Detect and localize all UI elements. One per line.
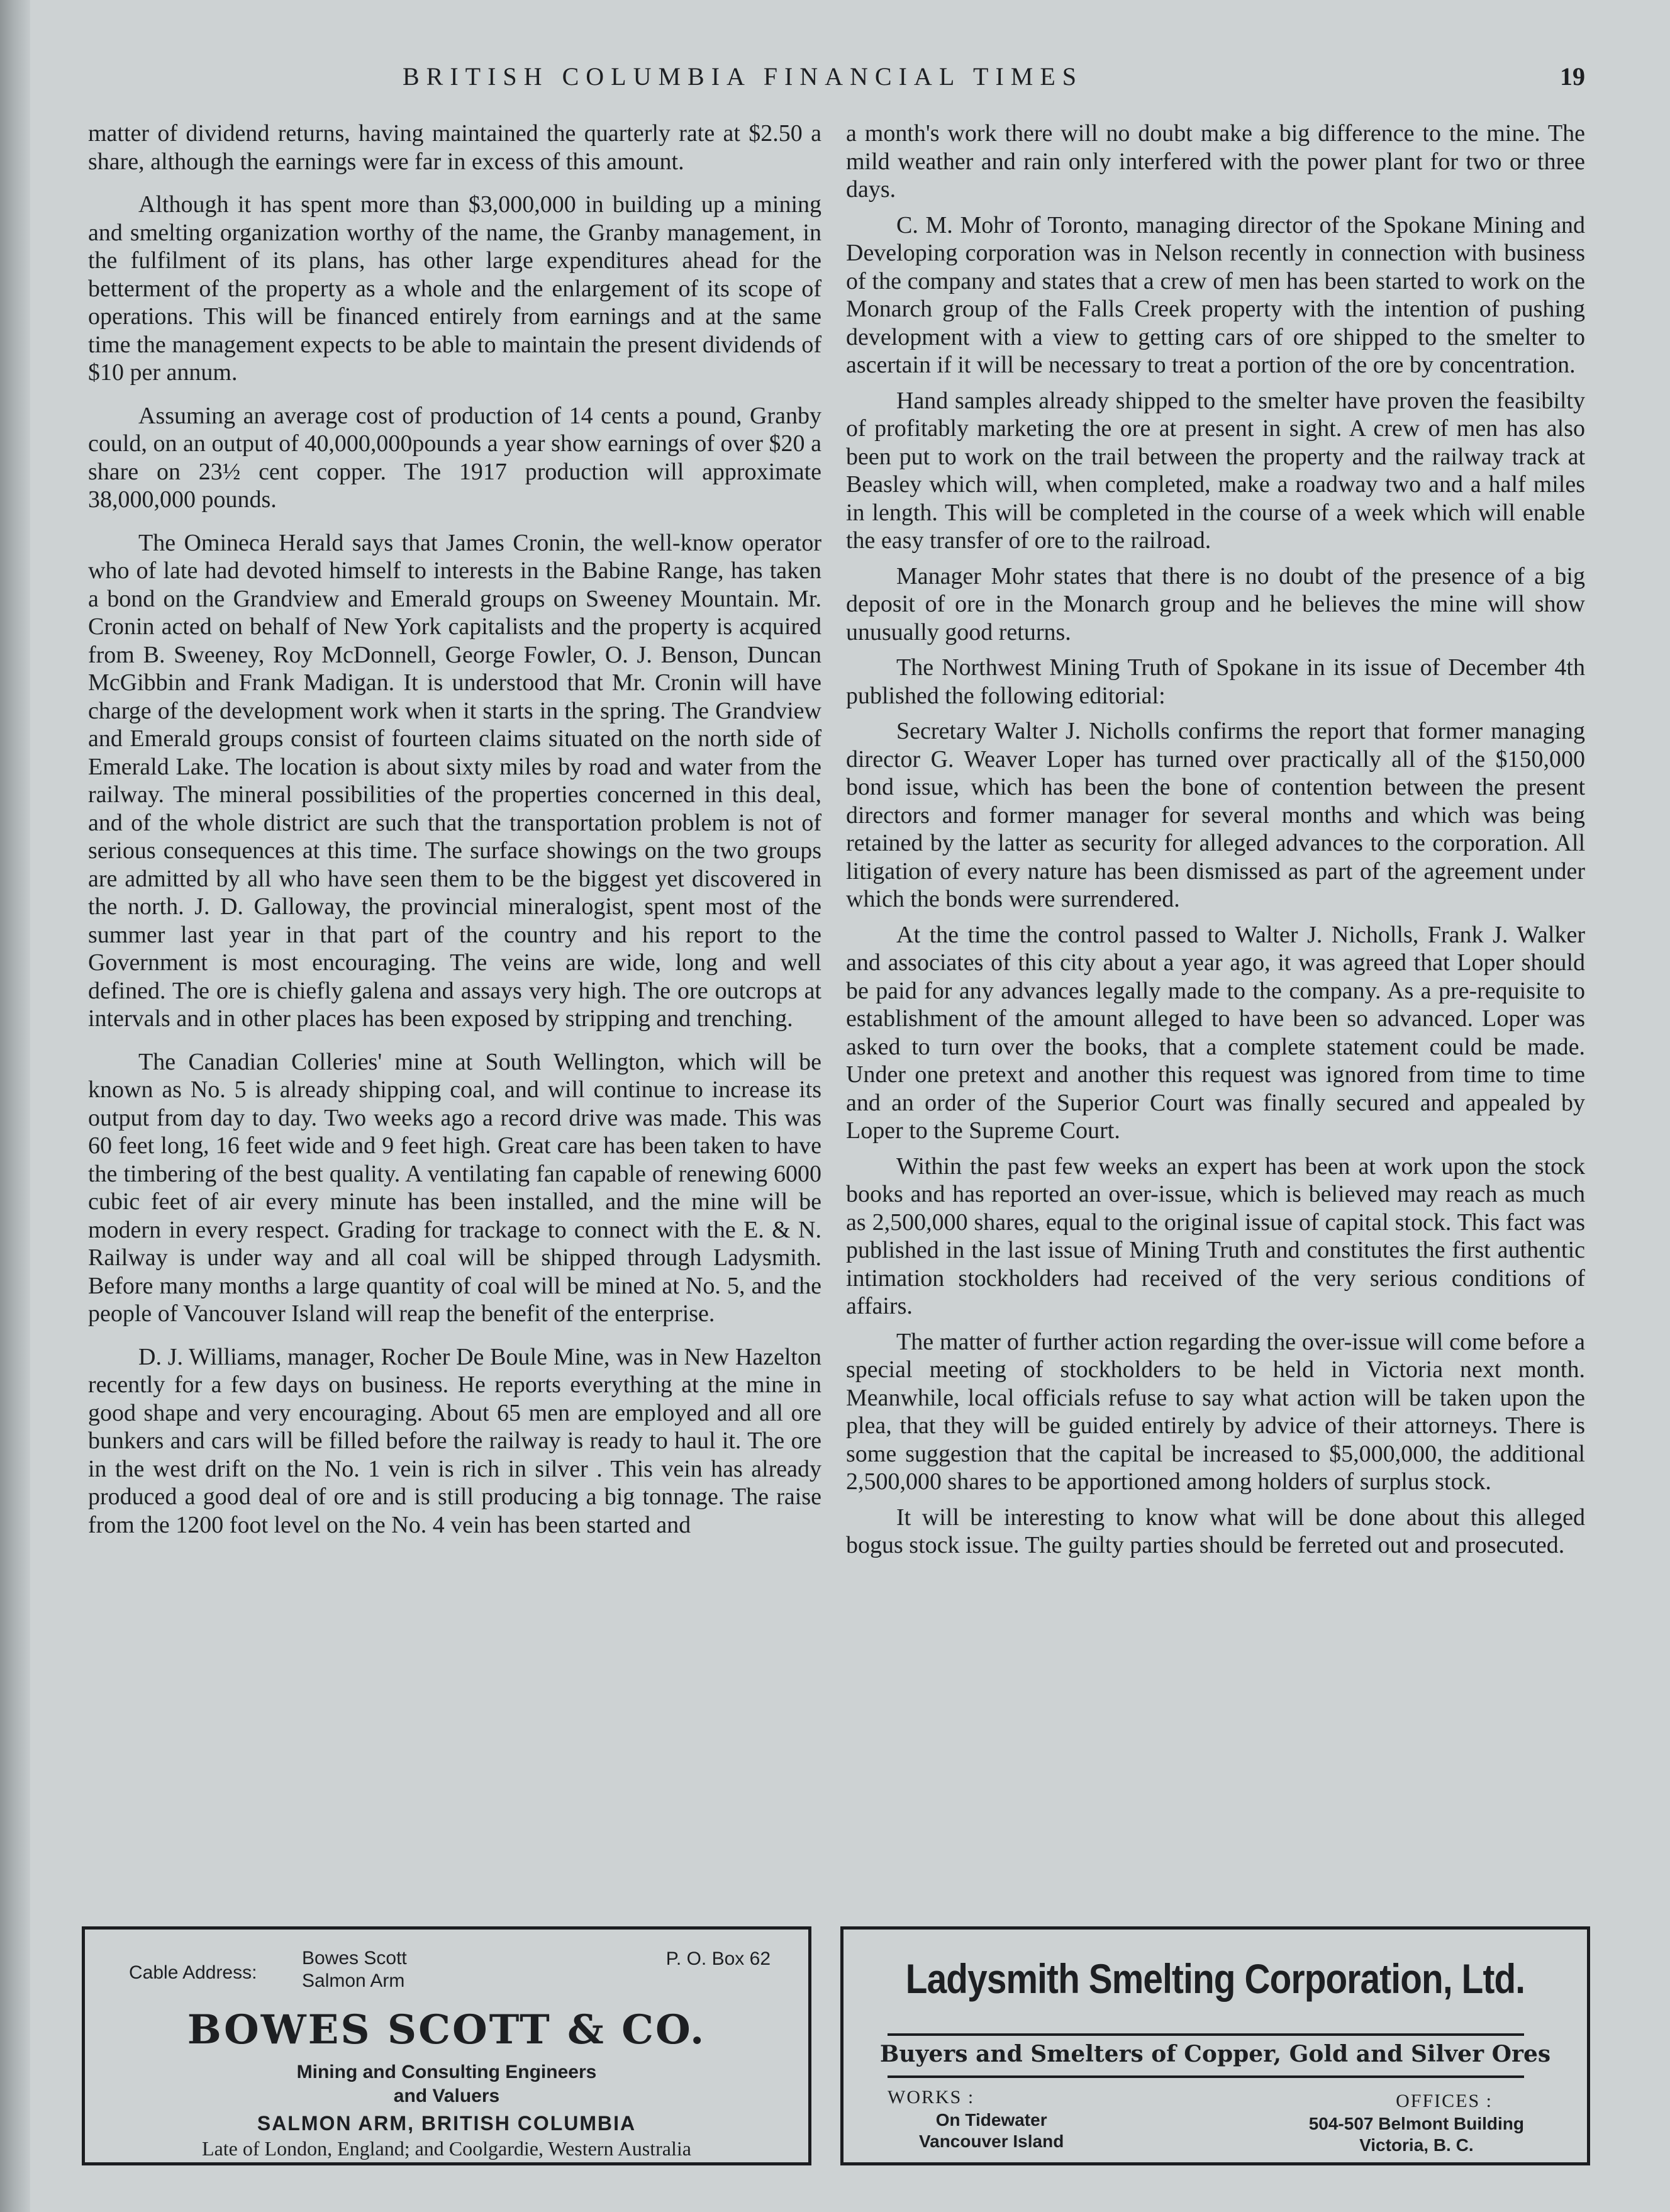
- page-binding-edge: [0, 0, 30, 2212]
- offices-label: OFFICES :: [1396, 2091, 1493, 2111]
- article-paragraph: matter of dividend returns, having maintained the quarterly rate at $2.50 a share, although the earnings were far in excess of this amount.: [88, 120, 821, 175]
- firm-history: Late of London, England; and Coolgardie, Western Australia: [202, 2137, 691, 2160]
- article-paragraph: At the time the control passed to Walter J. Nicholls, Frank J. Walker and associates of this city about a year ago, it was agreed that Loper should be paid for any advances legally made to the company. As a pre-requisite to establishment of the amount alleged to have been so advanced. Loper was asked to turn over the books, that a complete statement could be made. Under one pretext and another this request was ignored from time to time and an order of the Superior Court was finally secured and appealed by Loper to the Supreme Court.: [846, 921, 1585, 1144]
- bowes-scott-advertisement: [82, 1926, 811, 2165]
- article-paragraph: The matter of further action regarding the over-issue will come before a special meeting of stockholders to be held in Victoria next month. Meanwhile, local officials refuse to say what action will be taken upon the plea, that they will be guided entirely by advice of their attorneys. There is some suggestion that the capital be increased to $5,000,000, the additional 2,500,000 shares to be apportioned among holders of surplus stock.: [846, 1328, 1585, 1495]
- article-paragraph: Secretary Walter J. Nicholls confirms the report that former managing director G. Weaver Loper has turned over practically all of the $150,000 bond issue, which has been the bone of contention between the present directors and former manager for several months and which was being retained by the latter as security for alleged advances to the corporation. All litigation of every nature has been dismissed as part of the agreement under which the bonds were surrendered.: [846, 718, 1585, 912]
- works-address: [919, 2109, 1064, 2152]
- works-address-line: Vancouver Island: [919, 2131, 1064, 2151]
- page-header: [75, 62, 1598, 99]
- article-paragraph: The Northwest Mining Truth of Spokane in its issue of December 4th published the following editorial:: [846, 654, 1585, 709]
- left-column: [88, 120, 821, 1554]
- offices-address: [1309, 2113, 1524, 2156]
- firm-description: [85, 2060, 808, 2108]
- article-paragraph: The Omineca Herald says that James Cronin, the well-know operator who of late had devoted himself to interests in the Babine Range, has taken a bond on the Grandview and Emerald groups on Sweeney Mountain. Mr. Cronin acted on behalf of New York capitalists and the property is acquired from B. Sweeney, Roy McDonnell, George Fowler, O. J. Benson, Duncan McGibbin and Frank Madigan. It is understood that Mr. Cronin will have charge of the development work when it starts in the spring. The Grandview and Emerald groups consist of fourteen claims situated on the north side of Emerald Lake. The location is about sixty miles by road and water from the railway. The mineral possibilities of the properties concerned in this deal, and of the whole district are such that the transportation problem is not of serious consequences at this time. The surface showings on the two groups are admitted by all who have seen them to be the biggest yet discovered in the north. J. D. Galloway, the provincial mineralogist, spent most of the summer last year in that part of the country and his report to the Government is most encouraging. The veins are wide, long and well defined. The ore is chiefly galena and assays very high. The ore outcrops at intervals and in other places has been exposed by stripping and trenching.: [88, 529, 821, 1032]
- firm-tagline: Buyers and Smelters of Copper, Gold and Silver Ores: [879, 2041, 1551, 2067]
- firm-name: Ladysmith Smelting Corporation, Ltd.: [905, 1955, 1525, 2002]
- article-paragraph: Although it has spent more than $3,000,000 in building up a mining and smelting organization worthy of the name, the Granby management, in the fulfilment of its plans, has other large expenditures ahead for the betterment of the property as a whole and the enlargement of its scope of operations. This will be financed entirely from earnings and at the same time the management expects to be able to maintain the present dividends of $10 per annum.: [88, 191, 821, 386]
- works-label: WORKS :: [888, 2087, 975, 2108]
- article-paragraph: Manager Mohr states that there is no doubt of the presence of a big deposit of ore in the Monarch group and he believes the mine will show unusually good returns.: [846, 562, 1585, 645]
- firm-name: BOWES SCOTT & CO.: [187, 2006, 706, 2053]
- article-paragraph: It will be interesting to know what will be done about this alleged bogus stock issue. The guilty parties should be ferreted out and prosecuted.: [846, 1504, 1585, 1558]
- offices-address-line: 504-507 Belmont Building: [1308, 2114, 1524, 2133]
- right-column: [846, 120, 1585, 1567]
- cable-address-value: [302, 1947, 407, 1992]
- running-title: BRITISH COLUMBIA FINANCIAL TIMES: [403, 62, 1084, 91]
- article-paragraph: D. J. Williams, manager, Rocher De Boule Mine, was in New Hazelton recently for a few days on business. He reports everything at the mine in good shape and very encouraging. About 65 men are employed and all ore bunkers and cars will be filled before the railway is ready to haul it. The ore in the west drift on the No. 1 vein is rich in silver . This vein has already produced a good deal of ore and is still producing a big tonnage. The raise from the 1200 foot level on the No. 4 vein has been started and: [88, 1343, 821, 1538]
- article-paragraph: a month's work there will no doubt make a big difference to the mine. The mild weather and rain only interfered with the power plant for two or three days.: [846, 120, 1585, 203]
- article-paragraph: The Canadian Colleries' mine at South Wellington, which will be known as No. 5 is already shipping coal, and will continue to increase its output from day to day. Two weeks ago a record drive was made. This was 60 feet long, 16 feet wide and 9 feet high. Great care has been taken to have the timbering of the best quality. A ventilating fan capable of renewing 6000 cubic feet of air every minute has been installed, and the mine will be modern in every respect. Grading for trackage to connect with the E. & N. Railway is under way and all coal will be shipped through Ladysmith. Before many months a large quantity of coal will be mined at No. 5, and the people of Vancouver Island will reap the benefit of the enterprise.: [88, 1048, 821, 1327]
- cable-address-line: Bowes Scott: [302, 1948, 407, 1969]
- firm-description-line: and Valuers: [393, 2086, 500, 2106]
- po-box: P. O. Box 62: [665, 1948, 771, 1969]
- cable-address-label: Cable Address:: [129, 1962, 257, 1983]
- offices-address-line: Victoria, B. C.: [1359, 2135, 1474, 2155]
- ladysmith-advertisement: [840, 1926, 1590, 2165]
- page-number: 19: [1560, 62, 1585, 91]
- cable-address-line: Salmon Arm: [302, 1970, 405, 1991]
- works-address-line: On Tidewater: [935, 2110, 1047, 2130]
- article-paragraph: C. M. Mohr of Toronto, managing director of the Spokane Mining and Developing corporation was in Nelson recently in connection with business of the company and states that a crew of men has been started to work on the Monarch group of the Falls Creek property with the intention of pushing development with a view to getting cars of ore shipped to the smelter to ascertain if it will be necessary to treat a portion of the ore by concentration.: [846, 211, 1585, 378]
- article-paragraph: Hand samples already shipped to the smelter have proven the feasibilty of profitably marketing the ore at present in sight. A crew of men has also been put to work on the trail between the property and the railway track at Beasley which will, when completed, make a roadway two and a half miles in length. This will be completed in the course of a week which will enable the easy transfer of ore to the railroad.: [846, 387, 1585, 554]
- firm-description-line: Mining and Consulting Engineers: [296, 2062, 597, 2082]
- divider-line: [888, 2075, 1524, 2078]
- divider-line: [888, 2033, 1524, 2036]
- article-paragraph: Assuming an average cost of production of 14 cents a pound, Granby could, on an output of 40,000,000pounds a year show earnings of over $20 a share on 23½ cent copper. The 1917 production will approximate 38,000,000 pounds.: [88, 402, 821, 513]
- article-paragraph: Within the past few weeks an expert has been at work upon the stock books and has reported an over-issue, which is believed may reach as much as 2,500,000 shares, equal to the original issue of capital stock. This fact was published in the last issue of Mining Truth and constitutes the first authentic intimation stockholders had received of the very serious conditions of affairs.: [846, 1153, 1585, 1319]
- firm-location: SALMON ARM, BRITISH COLUMBIA: [257, 2112, 637, 2135]
